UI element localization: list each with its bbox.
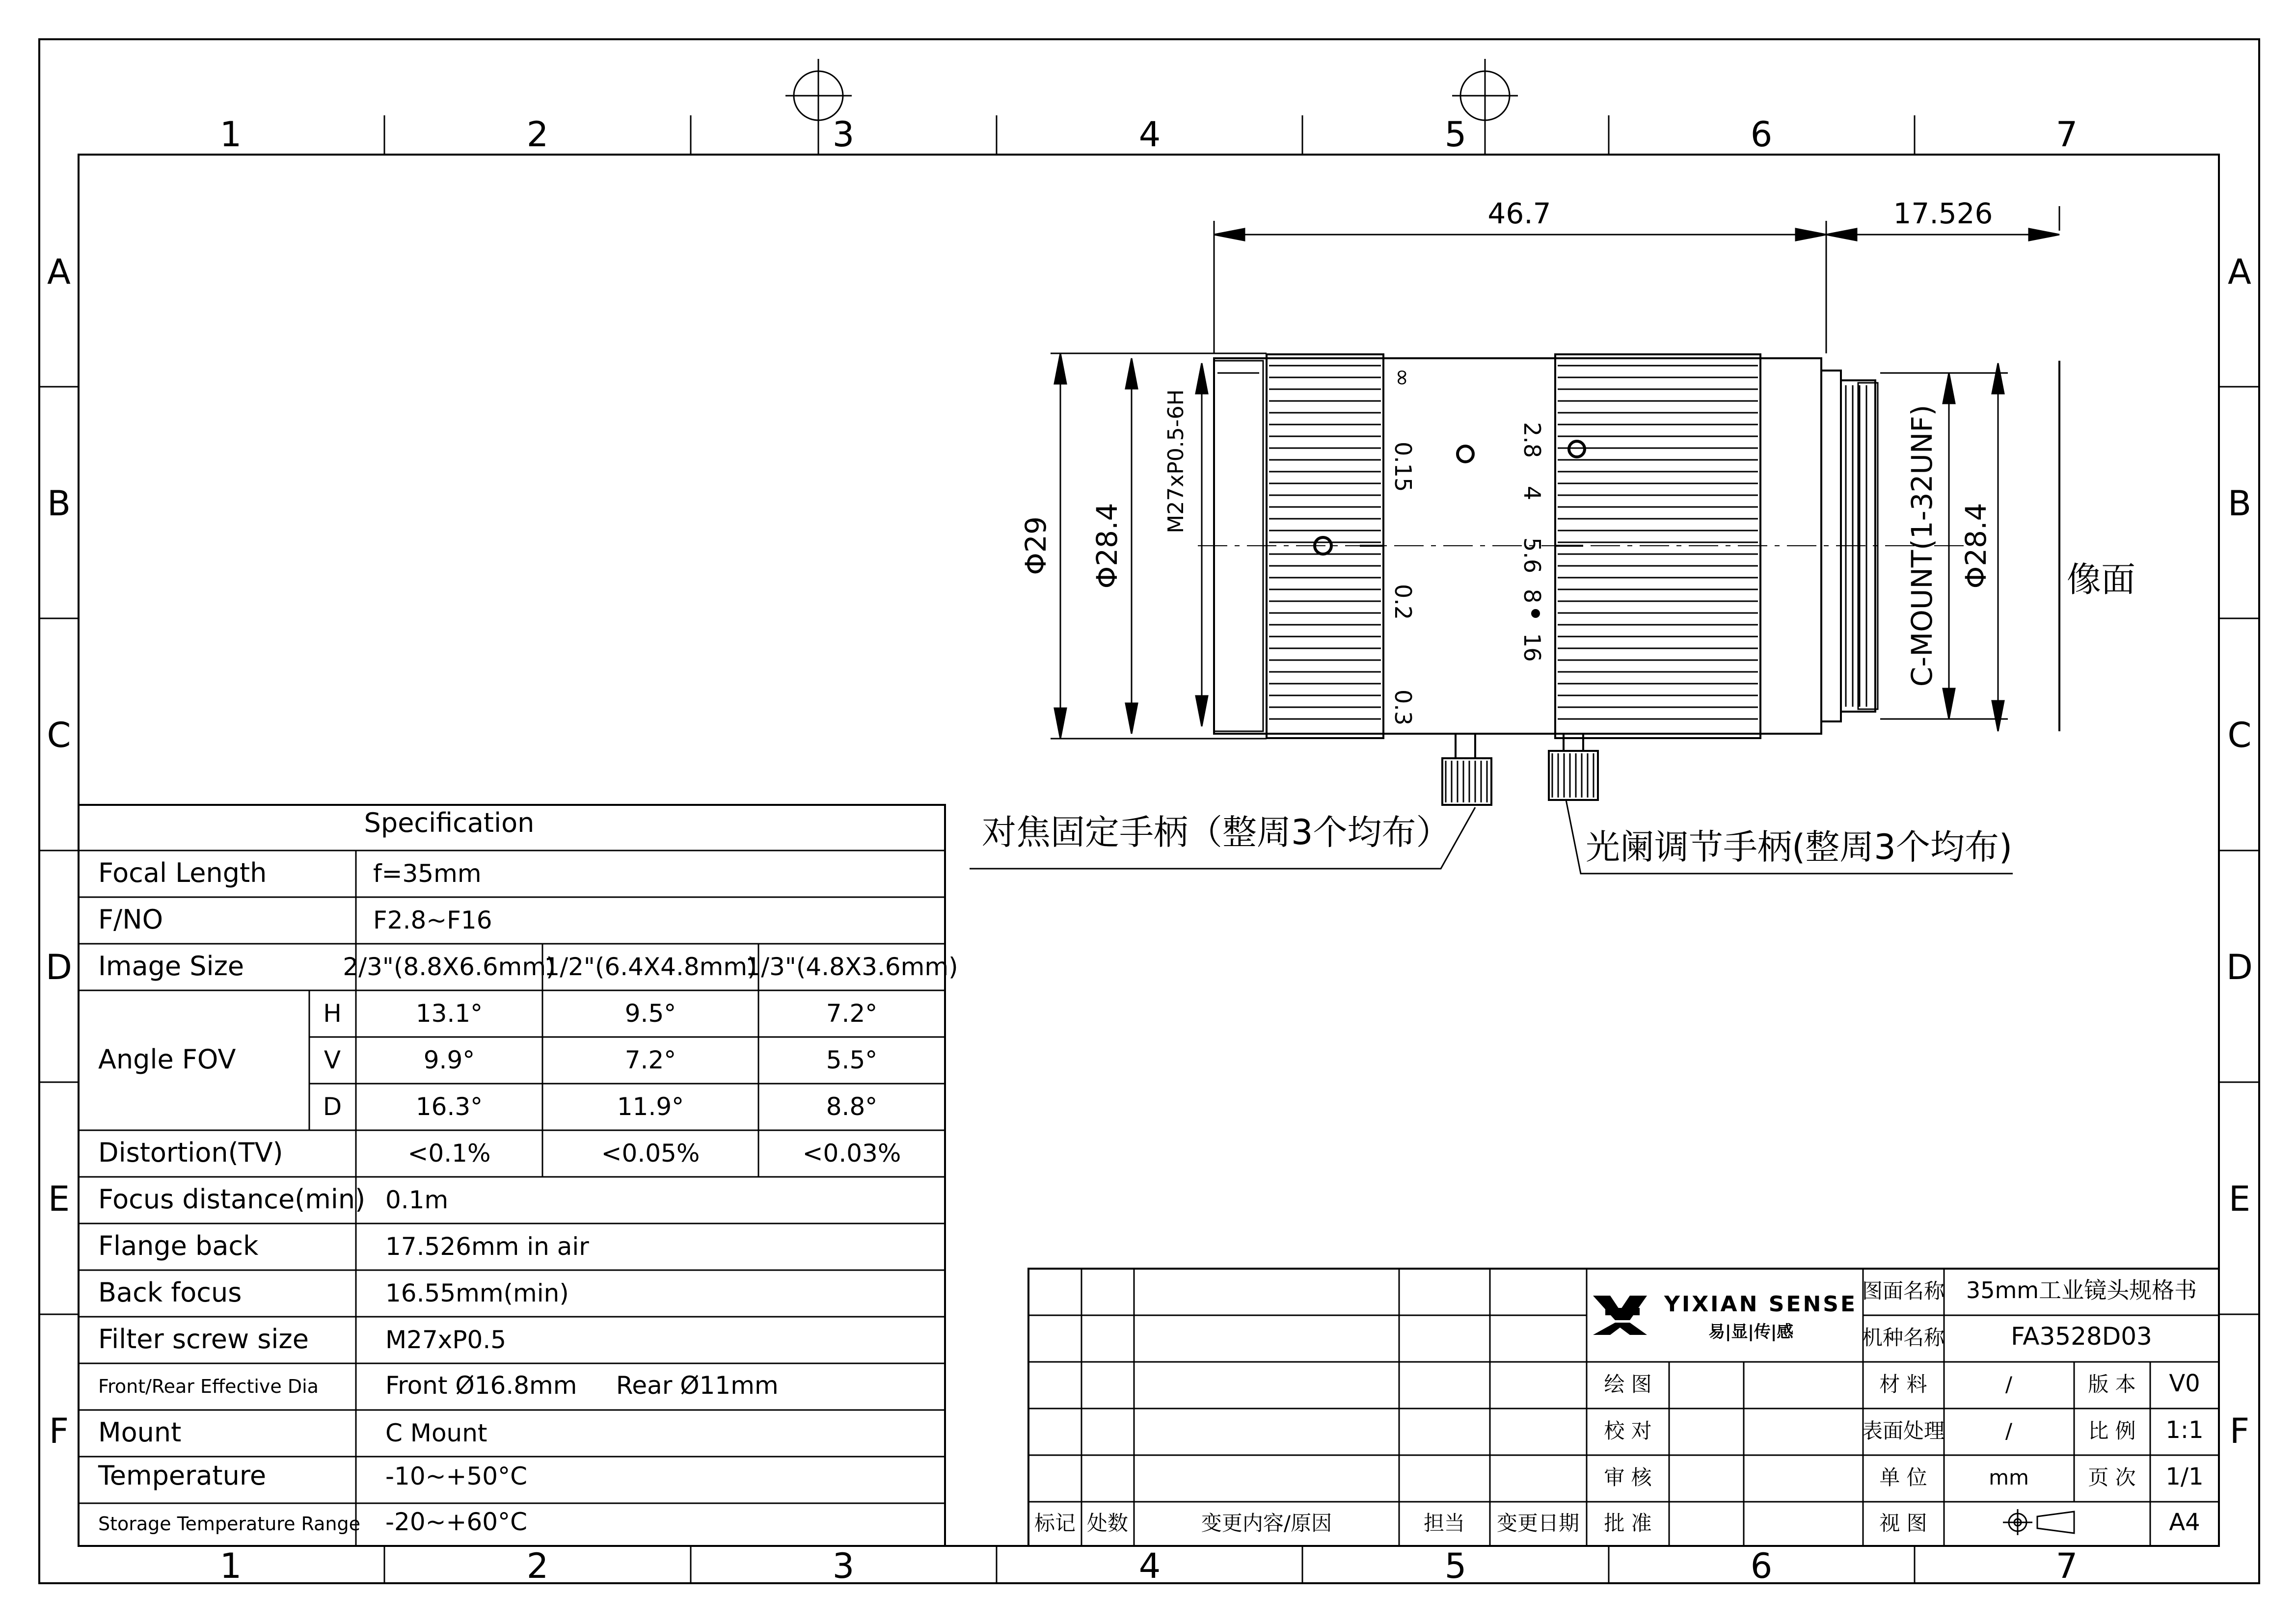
zone-row-label: D bbox=[2226, 947, 2253, 987]
dim-filter-thread: M27xP0.5-6H bbox=[1163, 389, 1189, 533]
zone-row-label: F bbox=[49, 1411, 69, 1451]
dim-rear-dia: Φ28.4 bbox=[1959, 503, 1993, 589]
unit-label: 单 位 bbox=[1879, 1465, 1927, 1489]
iris-handle bbox=[1549, 751, 1598, 800]
zone-col-label: 1 bbox=[219, 1546, 242, 1586]
spec-value: 8.8° bbox=[826, 1092, 878, 1121]
zone-row-label: C bbox=[2227, 715, 2252, 755]
spec-value: 7.2° bbox=[826, 999, 878, 1028]
spec-value: C Mount bbox=[385, 1419, 487, 1447]
spec-label: Focal Length bbox=[98, 857, 267, 888]
spec-label: Front/Rear Effective Dia bbox=[98, 1376, 319, 1397]
dim-ring-dia: Φ28.4 bbox=[1090, 503, 1124, 589]
version-label: 版 本 bbox=[2088, 1372, 2136, 1396]
zone-row-label: C bbox=[47, 715, 71, 755]
spec-value: 1/3"(4.8X3.6mm) bbox=[745, 953, 958, 981]
projection-symbol-icon bbox=[2003, 1509, 2074, 1535]
spec-value: f=35mm bbox=[373, 859, 482, 888]
spec-value: 17.526mm in air bbox=[385, 1232, 589, 1261]
zone-col-label: 6 bbox=[1750, 1546, 1773, 1586]
spec-label: Flange back bbox=[98, 1230, 259, 1261]
spec-table bbox=[79, 805, 945, 1546]
focus-handle bbox=[1442, 758, 1491, 805]
iris-scale-mark: 5.6 bbox=[1519, 537, 1545, 574]
paper-size: A4 bbox=[2169, 1509, 2200, 1536]
material-label: 材 料 bbox=[1879, 1372, 1927, 1396]
spec-label: Focus distance(min) bbox=[98, 1184, 366, 1215]
spec-value: 2/3"(8.8X6.6mm) bbox=[343, 953, 556, 981]
zone-row-label: E bbox=[48, 1179, 70, 1219]
brand-name: YIXIAN SENSE bbox=[1664, 1292, 1858, 1317]
fov-axis: D bbox=[323, 1092, 342, 1121]
scale-value: 1:1 bbox=[2165, 1416, 2204, 1444]
spec-label: Storage Temperature Range bbox=[98, 1513, 360, 1535]
page-value: 1/1 bbox=[2165, 1463, 2204, 1490]
spec-value: 1/2"(6.4X4.8mm) bbox=[544, 953, 757, 981]
iris-scale-mark: 8 bbox=[1519, 589, 1545, 604]
dim-length: 46.7 bbox=[1487, 197, 1551, 230]
focus-scale-mark: ∞ bbox=[1390, 368, 1416, 387]
zone-col-label: 3 bbox=[832, 1546, 855, 1586]
spec-value: <0.1% bbox=[407, 1139, 491, 1168]
rev-header: 标记 bbox=[1034, 1511, 1076, 1535]
spec-value: 7.2° bbox=[624, 1046, 676, 1074]
knurl-pattern bbox=[1269, 366, 1866, 802]
spec-label: Temperature bbox=[98, 1460, 267, 1491]
zone-row-label: D bbox=[46, 947, 72, 987]
zone-col-label: 5 bbox=[1444, 1546, 1467, 1586]
spec-value: 0.1m bbox=[385, 1186, 449, 1214]
approval-label: 审 核 bbox=[1604, 1465, 1652, 1489]
iris-scale-mark: 16 bbox=[1519, 633, 1545, 662]
fov-axis: V bbox=[324, 1046, 341, 1074]
approval-label: 批 准 bbox=[1604, 1511, 1652, 1535]
zone-col-label: 4 bbox=[1138, 1546, 1161, 1586]
spec-label: Image Size bbox=[98, 951, 244, 982]
note-focus-handle: 对焦固定手柄（整周3个均布） bbox=[982, 812, 1451, 852]
unit-value: mm bbox=[1989, 1465, 2029, 1489]
zone-col-label: 1 bbox=[219, 114, 242, 155]
rev-header: 处数 bbox=[1086, 1511, 1129, 1535]
zone-row-label: B bbox=[2227, 483, 2252, 524]
spec-value: 9.9° bbox=[423, 1046, 475, 1074]
spec-value: Front Ø16.8mm Rear Ø11mm bbox=[385, 1371, 779, 1400]
model-label: 机种名称 bbox=[1862, 1326, 1945, 1350]
spec-title: Specification bbox=[364, 807, 535, 838]
lens-scales bbox=[1390, 368, 1545, 725]
zone-row-label: A bbox=[47, 252, 71, 292]
drawing-name-label: 图面名称 bbox=[1862, 1279, 1945, 1303]
fov-axis: H bbox=[323, 999, 342, 1028]
zone-col-label: 4 bbox=[1138, 114, 1161, 155]
zone-row-label: A bbox=[2228, 252, 2251, 292]
spec-value: 5.5° bbox=[826, 1046, 878, 1074]
focus-scale-mark: 0.15 bbox=[1390, 442, 1416, 492]
brand-name-cn: 易|显|传|感 bbox=[1708, 1322, 1794, 1342]
spec-label: Angle FOV bbox=[98, 1044, 236, 1075]
rev-header: 担当 bbox=[1423, 1511, 1465, 1535]
focus-scale-mark: 0.2 bbox=[1390, 584, 1416, 620]
drawing-name: 35mm工业镜头规格书 bbox=[1966, 1277, 2197, 1303]
spec-value: 11.9° bbox=[617, 1092, 684, 1121]
focus-scale-mark: 0.3 bbox=[1390, 690, 1416, 726]
dim-outer-dia: Φ29 bbox=[1019, 516, 1053, 575]
zone-col-label: 3 bbox=[832, 114, 855, 155]
zone-col-label: 7 bbox=[2055, 1546, 2078, 1586]
iris-scale-mark: 4 bbox=[1519, 486, 1545, 501]
note-iris-handle: 光阑调节手柄(整周3个均布) bbox=[1586, 827, 2013, 867]
spec-value: <0.05% bbox=[601, 1139, 700, 1168]
spec-label: F/NO bbox=[98, 904, 163, 935]
view-label: 视 图 bbox=[1879, 1511, 1927, 1535]
spec-table-text bbox=[98, 807, 958, 1536]
surface-value: / bbox=[2005, 1419, 2013, 1443]
dim-mount-thread: C-MOUNT(1-32UNF) bbox=[1905, 404, 1939, 687]
zone-col-label: 7 bbox=[2055, 114, 2078, 155]
spec-value: -10~+50°C bbox=[385, 1462, 527, 1490]
zone-row-label: F bbox=[2229, 1411, 2250, 1451]
spec-value: 16.55mm(min) bbox=[385, 1279, 569, 1307]
image-plane-label: 像面 bbox=[2067, 559, 2135, 600]
iris-scale-mark: 2.8 bbox=[1519, 422, 1545, 458]
spec-value: 9.5° bbox=[624, 999, 676, 1028]
spec-value: 16.3° bbox=[415, 1092, 483, 1121]
surface-label: 表面处理 bbox=[1862, 1419, 1945, 1443]
dimension-lines bbox=[970, 206, 2059, 874]
version-value: V0 bbox=[2169, 1370, 2200, 1397]
dim-flange: 17.526 bbox=[1893, 197, 1993, 230]
rev-header: 变更日期 bbox=[1496, 1511, 1580, 1535]
zone-col-label: 5 bbox=[1444, 114, 1467, 155]
spec-value: M27xP0.5 bbox=[385, 1326, 507, 1354]
rev-header: 变更内容/原因 bbox=[1201, 1511, 1332, 1535]
material-value: / bbox=[2005, 1372, 2013, 1396]
zone-col-label: 6 bbox=[1750, 114, 1773, 155]
model-name: FA3528D03 bbox=[2011, 1322, 2152, 1351]
spec-label: Back focus bbox=[98, 1277, 242, 1308]
lens-drawing bbox=[1198, 354, 1964, 805]
scale-label: 比 例 bbox=[2088, 1419, 2136, 1443]
spec-value: <0.03% bbox=[802, 1139, 901, 1168]
approval-label: 校 对 bbox=[1604, 1419, 1652, 1443]
spec-value: 13.1° bbox=[415, 999, 483, 1028]
zone-col-label: 2 bbox=[526, 114, 549, 155]
spec-value: -20~+60°C bbox=[385, 1508, 527, 1536]
spec-value: F2.8~F16 bbox=[373, 906, 492, 934]
brand-logo bbox=[1593, 1292, 1857, 1342]
approval-label: 绘 图 bbox=[1604, 1372, 1652, 1396]
page-label: 页 次 bbox=[2088, 1465, 2136, 1489]
spec-label: Mount bbox=[98, 1417, 182, 1448]
spec-label: Filter screw size bbox=[98, 1324, 309, 1355]
zone-row-label: B bbox=[47, 483, 71, 524]
zone-col-label: 2 bbox=[526, 1546, 549, 1586]
zone-row-label: E bbox=[2228, 1179, 2251, 1219]
spec-label: Distortion(TV) bbox=[98, 1137, 283, 1168]
